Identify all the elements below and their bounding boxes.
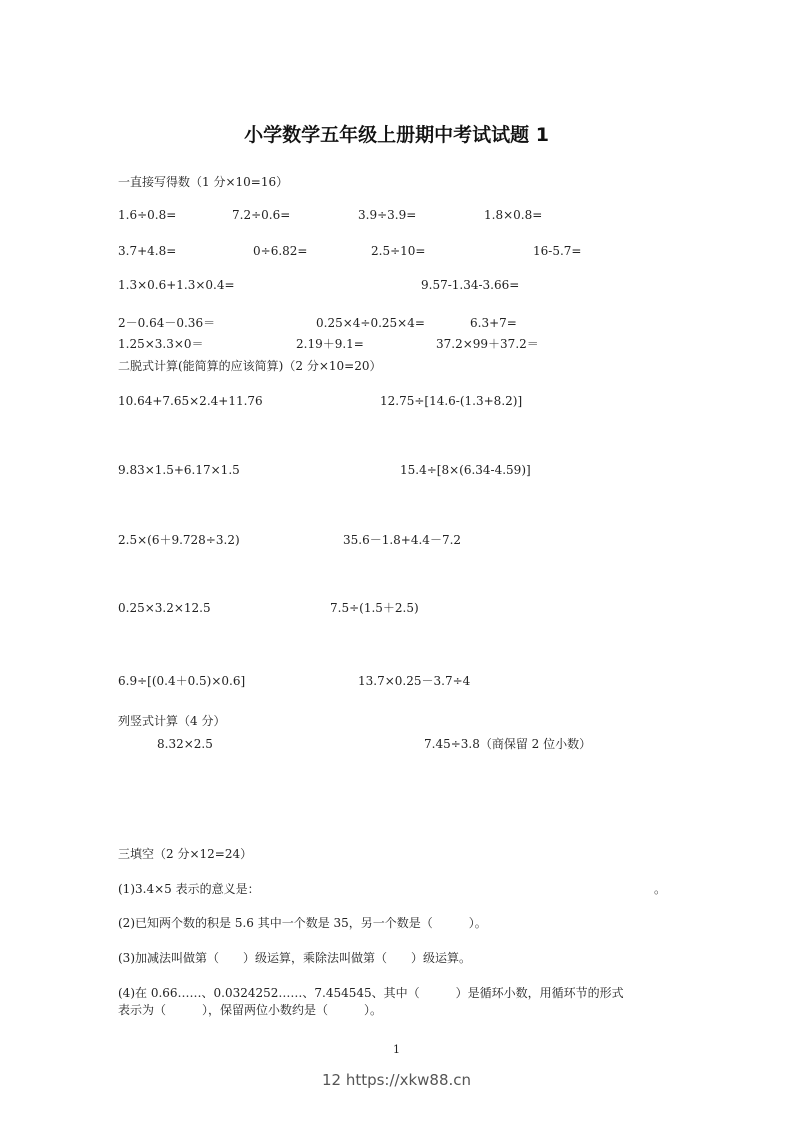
problem: 1.8×0.8= bbox=[484, 208, 543, 222]
problem: 13.7×0.25－3.7÷4 bbox=[358, 674, 471, 688]
problem: 15.4÷[8×(6.34-4.59)] bbox=[400, 463, 531, 477]
problem: 3.9÷3.9= bbox=[358, 208, 417, 222]
section2-heading: 二脱式计算(能简算的应该简算)（2 分×10=20） bbox=[118, 359, 382, 373]
problem: 0.25×3.2×12.5 bbox=[118, 601, 211, 615]
problem: 1.25×3.3×0＝ bbox=[118, 337, 204, 351]
page-title: 小学数学五年级上册期中考试试题 1 bbox=[244, 124, 549, 146]
problem: 7.5÷(1.5＋2.5) bbox=[330, 601, 419, 615]
problem: 2.5×(6＋9.728÷3.2) bbox=[118, 533, 240, 547]
problem: 9.57-1.34-3.66= bbox=[421, 278, 520, 292]
problem: 7.2÷0.6= bbox=[232, 208, 291, 222]
problem: 8.32×2.5 bbox=[157, 737, 213, 751]
problem: 3.7+4.8= bbox=[118, 244, 177, 258]
section3-heading: 三填空（2 分×12=24） bbox=[118, 847, 253, 861]
question-4-line1: (4)在 0.66……、0.0324252……、7.454545、其中（ ）是循环小数，用循环节的形式 bbox=[118, 986, 624, 1000]
problem: 2.5÷10= bbox=[371, 244, 426, 258]
watermark: 12 https://xkw88.cn bbox=[321, 1071, 472, 1089]
problem: 7.45÷3.8（商保留 2 位小数） bbox=[424, 737, 592, 751]
question-1-end: 。 bbox=[654, 882, 667, 896]
question-2: (2)已知两个数的积是 5.6 其中一个数是 35，另一个数是（ ）。 bbox=[118, 916, 487, 930]
problem: 10.64+7.65×2.4+11.76 bbox=[118, 394, 263, 408]
problem: 6.3+7= bbox=[470, 316, 517, 330]
problem: 0÷6.82= bbox=[253, 244, 308, 258]
problem: 2－0.64－0.36＝ bbox=[118, 316, 216, 330]
problem: 2.19＋9.1= bbox=[296, 337, 364, 351]
page-number: 1 bbox=[393, 1043, 400, 1056]
section1-heading: 一直接写得数（1 分×10=16） bbox=[118, 175, 289, 189]
problem: 37.2×99＋37.2＝ bbox=[436, 337, 539, 351]
problem: 1.6÷0.8= bbox=[118, 208, 177, 222]
problem: 0.25×4÷0.25×4= bbox=[316, 316, 425, 330]
problem: 12.75÷[14.6-(1.3+8.2)] bbox=[380, 394, 523, 408]
problem: 1.3×0.6+1.3×0.4= bbox=[118, 278, 235, 292]
question-1: (1)3.4×5 表示的意义是： bbox=[118, 882, 260, 896]
problem: 16-5.7= bbox=[533, 244, 582, 258]
problem: 35.6－1.8+4.4－7.2 bbox=[343, 533, 462, 547]
problem: 9.83×1.5+6.17×1.5 bbox=[118, 463, 240, 477]
question-4-line2: 表示为（ ），保留两位小数约是（ ）。 bbox=[118, 1003, 383, 1017]
question-3: (3)加减法叫做第（ ）级运算，乘除法叫做第（ ）级运算。 bbox=[118, 951, 472, 965]
problem: 6.9÷[(0.4＋0.5)×0.6] bbox=[118, 674, 246, 688]
vertical-heading: 列竖式计算（4 分） bbox=[118, 714, 226, 728]
